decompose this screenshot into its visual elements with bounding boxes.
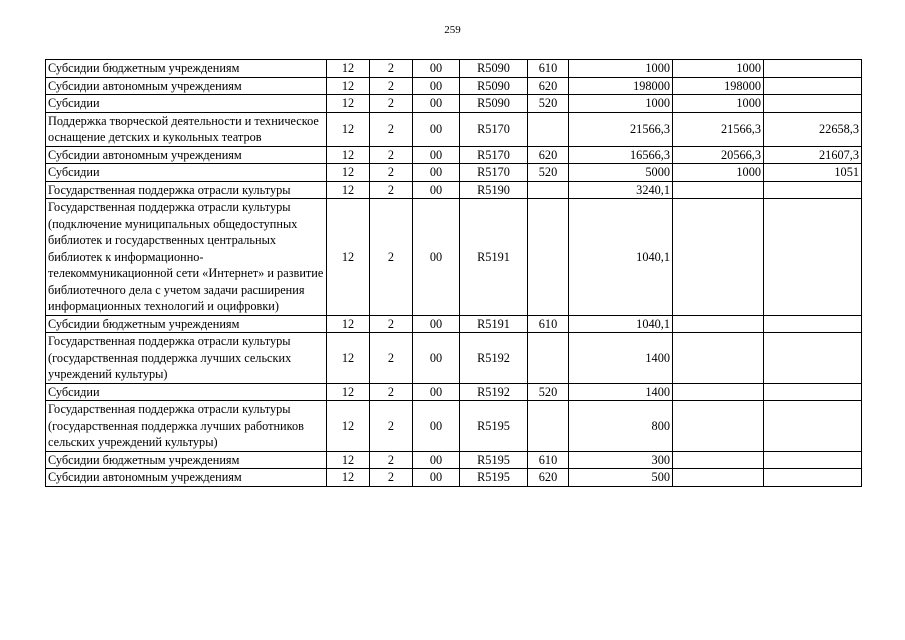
cell-value-3	[764, 60, 862, 78]
cell-value-3	[764, 469, 862, 487]
cell-code-5: 620	[528, 146, 569, 164]
cell-code-5	[528, 199, 569, 316]
cell-value-3	[764, 95, 862, 113]
cell-code-1: 12	[327, 146, 370, 164]
cell-value-2	[673, 383, 764, 401]
cell-code-1: 12	[327, 77, 370, 95]
cell-code-2: 2	[370, 60, 413, 78]
table-row	[46, 60, 862, 78]
cell-code-3: 00	[413, 333, 460, 384]
cell-value-2: 198000	[673, 77, 764, 95]
cell-code-5: 520	[528, 95, 569, 113]
cell-name: Субсидии автономным учреждениям	[46, 77, 327, 95]
cell-code-5	[528, 401, 569, 452]
cell-code-3: 00	[413, 383, 460, 401]
cell-value-1: 1000	[569, 60, 673, 78]
cell-code-4: R5170	[460, 164, 528, 182]
cell-code-3: 00	[413, 181, 460, 199]
table-row	[46, 77, 862, 95]
cell-value-1: 1000	[569, 95, 673, 113]
cell-code-5: 610	[528, 60, 569, 78]
cell-code-1: 12	[327, 469, 370, 487]
cell-name: Субсидии автономным учреждениям	[46, 469, 327, 487]
cell-value-2: 20566,3	[673, 146, 764, 164]
cell-code-5	[528, 333, 569, 384]
cell-value-2: 1000	[673, 60, 764, 78]
cell-code-2: 2	[370, 199, 413, 316]
table-row	[46, 199, 862, 316]
cell-value-1: 5000	[569, 164, 673, 182]
cell-code-3: 00	[413, 401, 460, 452]
cell-name: Субсидии	[46, 95, 327, 113]
cell-code-4: R5192	[460, 333, 528, 384]
cell-code-2: 2	[370, 112, 413, 146]
table-row	[46, 333, 862, 384]
cell-code-2: 2	[370, 315, 413, 333]
cell-code-4: R5090	[460, 95, 528, 113]
cell-code-5: 520	[528, 164, 569, 182]
cell-value-2: 1000	[673, 164, 764, 182]
cell-code-5: 620	[528, 469, 569, 487]
cell-code-5: 610	[528, 315, 569, 333]
cell-code-1: 12	[327, 383, 370, 401]
cell-code-2: 2	[370, 146, 413, 164]
cell-name: Субсидии бюджетным учреждениям	[46, 60, 327, 78]
cell-code-2: 2	[370, 469, 413, 487]
cell-code-3: 00	[413, 451, 460, 469]
cell-code-5: 610	[528, 451, 569, 469]
cell-code-3: 00	[413, 199, 460, 316]
cell-value-3	[764, 451, 862, 469]
page-number: 259	[444, 24, 461, 36]
cell-value-3	[764, 199, 862, 316]
cell-value-3	[764, 77, 862, 95]
cell-value-2	[673, 181, 764, 199]
cell-code-2: 2	[370, 181, 413, 199]
cell-value-1: 300	[569, 451, 673, 469]
cell-code-4: R5195	[460, 451, 528, 469]
cell-value-2	[673, 199, 764, 316]
table-row	[46, 95, 862, 113]
cell-code-3: 00	[413, 469, 460, 487]
cell-code-1: 12	[327, 95, 370, 113]
cell-value-2	[673, 315, 764, 333]
cell-code-3: 00	[413, 146, 460, 164]
cell-value-2	[673, 469, 764, 487]
cell-value-3	[764, 333, 862, 384]
cell-code-4: R5090	[460, 60, 528, 78]
cell-code-1: 12	[327, 451, 370, 469]
table-row	[46, 451, 862, 469]
cell-value-3	[764, 383, 862, 401]
cell-code-1: 12	[327, 315, 370, 333]
cell-code-3: 00	[413, 60, 460, 78]
cell-code-1: 12	[327, 199, 370, 316]
cell-code-4: R5195	[460, 469, 528, 487]
cell-code-3: 00	[413, 164, 460, 182]
cell-code-1: 12	[327, 401, 370, 452]
cell-code-1: 12	[327, 333, 370, 384]
cell-code-4: R5090	[460, 77, 528, 95]
cell-name: Государственная поддержка отрасли культуры	[46, 181, 327, 199]
budget-table	[45, 59, 862, 487]
cell-value-1: 1040,1	[569, 199, 673, 316]
cell-name: Субсидии	[46, 164, 327, 182]
table-row	[46, 469, 862, 487]
cell-value-1: 800	[569, 401, 673, 452]
cell-value-1: 198000	[569, 77, 673, 95]
table-row	[46, 383, 862, 401]
cell-value-3	[764, 181, 862, 199]
cell-value-3	[764, 315, 862, 333]
cell-code-3: 00	[413, 112, 460, 146]
cell-code-5	[528, 181, 569, 199]
cell-value-1: 3240,1	[569, 181, 673, 199]
cell-code-2: 2	[370, 333, 413, 384]
cell-value-3: 21607,3	[764, 146, 862, 164]
cell-name: Субсидии бюджетным учреждениям	[46, 315, 327, 333]
cell-code-4: R5195	[460, 401, 528, 452]
table-row	[46, 401, 862, 452]
table-row	[46, 164, 862, 182]
cell-code-1: 12	[327, 181, 370, 199]
cell-code-3: 00	[413, 77, 460, 95]
cell-code-3: 00	[413, 315, 460, 333]
cell-value-2	[673, 401, 764, 452]
table-row	[46, 315, 862, 333]
cell-value-1: 1400	[569, 383, 673, 401]
cell-name: Поддержка творческой деятельности и техническое оснащение детских и кукольных театров	[46, 112, 327, 146]
cell-code-1: 12	[327, 164, 370, 182]
cell-value-1: 16566,3	[569, 146, 673, 164]
cell-code-2: 2	[370, 77, 413, 95]
cell-value-3: 1051	[764, 164, 862, 182]
cell-code-5	[528, 112, 569, 146]
cell-code-4: R5192	[460, 383, 528, 401]
cell-value-2: 21566,3	[673, 112, 764, 146]
cell-code-1: 12	[327, 60, 370, 78]
cell-value-3: 22658,3	[764, 112, 862, 146]
cell-value-1: 1040,1	[569, 315, 673, 333]
cell-value-2	[673, 333, 764, 384]
cell-name: Государственная поддержка отрасли культуры (государственная поддержка лучших сельских учреждений культуры)	[46, 333, 327, 384]
table-row	[46, 112, 862, 146]
table-row	[46, 181, 862, 199]
cell-value-1: 500	[569, 469, 673, 487]
cell-code-4: R5191	[460, 199, 528, 316]
cell-value-2	[673, 451, 764, 469]
cell-value-1: 21566,3	[569, 112, 673, 146]
cell-value-3	[764, 401, 862, 452]
cell-code-2: 2	[370, 451, 413, 469]
cell-name: Субсидии бюджетным учреждениям	[46, 451, 327, 469]
cell-code-2: 2	[370, 95, 413, 113]
cell-code-5: 620	[528, 77, 569, 95]
cell-name: Государственная поддержка отрасли культуры (подключение муниципальных общедоступных библиотек и государственных центральных библиотек к информационно-телекоммуникационной сети «Интернет» и развитие библиотечного дела с учетом задачи расширения информационных технологий и оцифровки)	[46, 199, 327, 316]
cell-code-2: 2	[370, 401, 413, 452]
cell-code-4: R5191	[460, 315, 528, 333]
cell-code-1: 12	[327, 112, 370, 146]
budget-table-body	[46, 60, 862, 487]
cell-value-2: 1000	[673, 95, 764, 113]
cell-name: Субсидии автономным учреждениям	[46, 146, 327, 164]
cell-name: Субсидии	[46, 383, 327, 401]
cell-code-2: 2	[370, 164, 413, 182]
cell-code-4: R5170	[460, 146, 528, 164]
cell-code-3: 00	[413, 95, 460, 113]
cell-code-4: R5190	[460, 181, 528, 199]
cell-value-1: 1400	[569, 333, 673, 384]
cell-code-2: 2	[370, 383, 413, 401]
table-row	[46, 146, 862, 164]
cell-name: Государственная поддержка отрасли культуры (государственная поддержка лучших работников сельских учреждений культуры)	[46, 401, 327, 452]
cell-code-4: R5170	[460, 112, 528, 146]
cell-code-5: 520	[528, 383, 569, 401]
